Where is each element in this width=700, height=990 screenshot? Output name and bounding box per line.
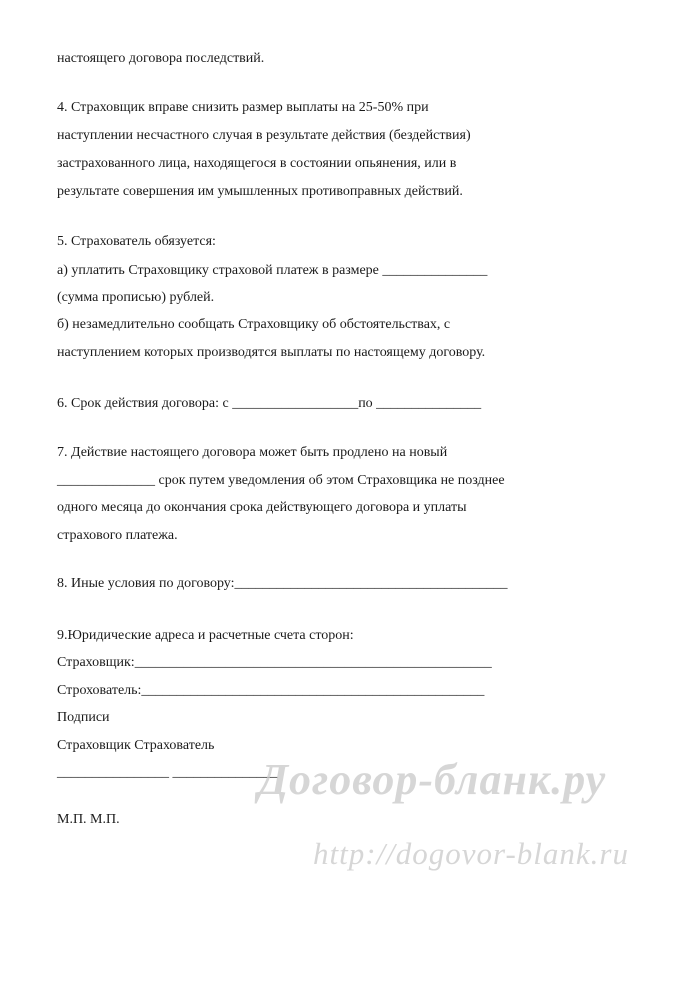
clause-7-line-3: одного месяца до окончания срока действующего договора и уплаты xyxy=(57,500,467,515)
stamp-places: М.П. М.П. xyxy=(57,812,120,827)
clause-6-term: 6. Срок действия договора: с __________________по _______________ xyxy=(57,396,482,411)
clause-5b-line-2: наступлением которых производятся выплаты по настоящему договору. xyxy=(57,345,486,360)
clause-4-line-1: 4. Страховщик вправе снизить размер выплаты на 25-50% при xyxy=(57,100,429,115)
clause-5a-line-2: (сумма прописью) рублей. xyxy=(57,290,215,305)
clause-4-line-2: наступлении несчастного случая в результате действия (бездействия) xyxy=(57,128,471,143)
clause-9-heading: 9.Юридические адреса и расчетные счета сторон: xyxy=(57,628,354,643)
watermark-title: Договор-бланк.ру xyxy=(258,755,607,804)
clause-7-line-4: страхового платежа. xyxy=(57,528,178,543)
clause-4-line-4: результате совершения им умышленных противоправных действий. xyxy=(57,184,463,199)
signature-labels: Страховщик Страхователь xyxy=(57,738,215,753)
clause-4-line-3: застрахованного лица, находящегося в состоянии опьянения, или в xyxy=(57,156,457,171)
clause-7-line-1: 7. Действие настоящего договора может быть продлено на новый xyxy=(57,445,448,460)
signatures-heading: Подписи xyxy=(57,710,110,725)
clause-8-other-terms: 8. Иные условия по договору:_______________________________________ xyxy=(57,576,508,591)
signature-lines: ________________ _______________ xyxy=(57,765,278,780)
clause-5a-line-1: а) уплатить Страховщику страховой платеж в размере _______________ xyxy=(57,263,488,278)
policyholder-address-line: Строхователь:_________________________________________________ xyxy=(57,683,485,698)
text-line: настоящего договора последствий. xyxy=(57,51,265,66)
insurer-address-line: Страховщик:___________________________________________________ xyxy=(57,655,492,670)
watermark-url: http://dogovor-blank.ru xyxy=(313,836,629,871)
clause-5b-line-1: б) незамедлительно сообщать Страховщику об обстоятельствах, с xyxy=(57,317,451,332)
clause-5-heading: 5. Страхователь обязуется: xyxy=(57,234,216,249)
clause-7-line-2: ______________ срок путем уведомления об этом Страховщика не позднее xyxy=(57,473,505,488)
